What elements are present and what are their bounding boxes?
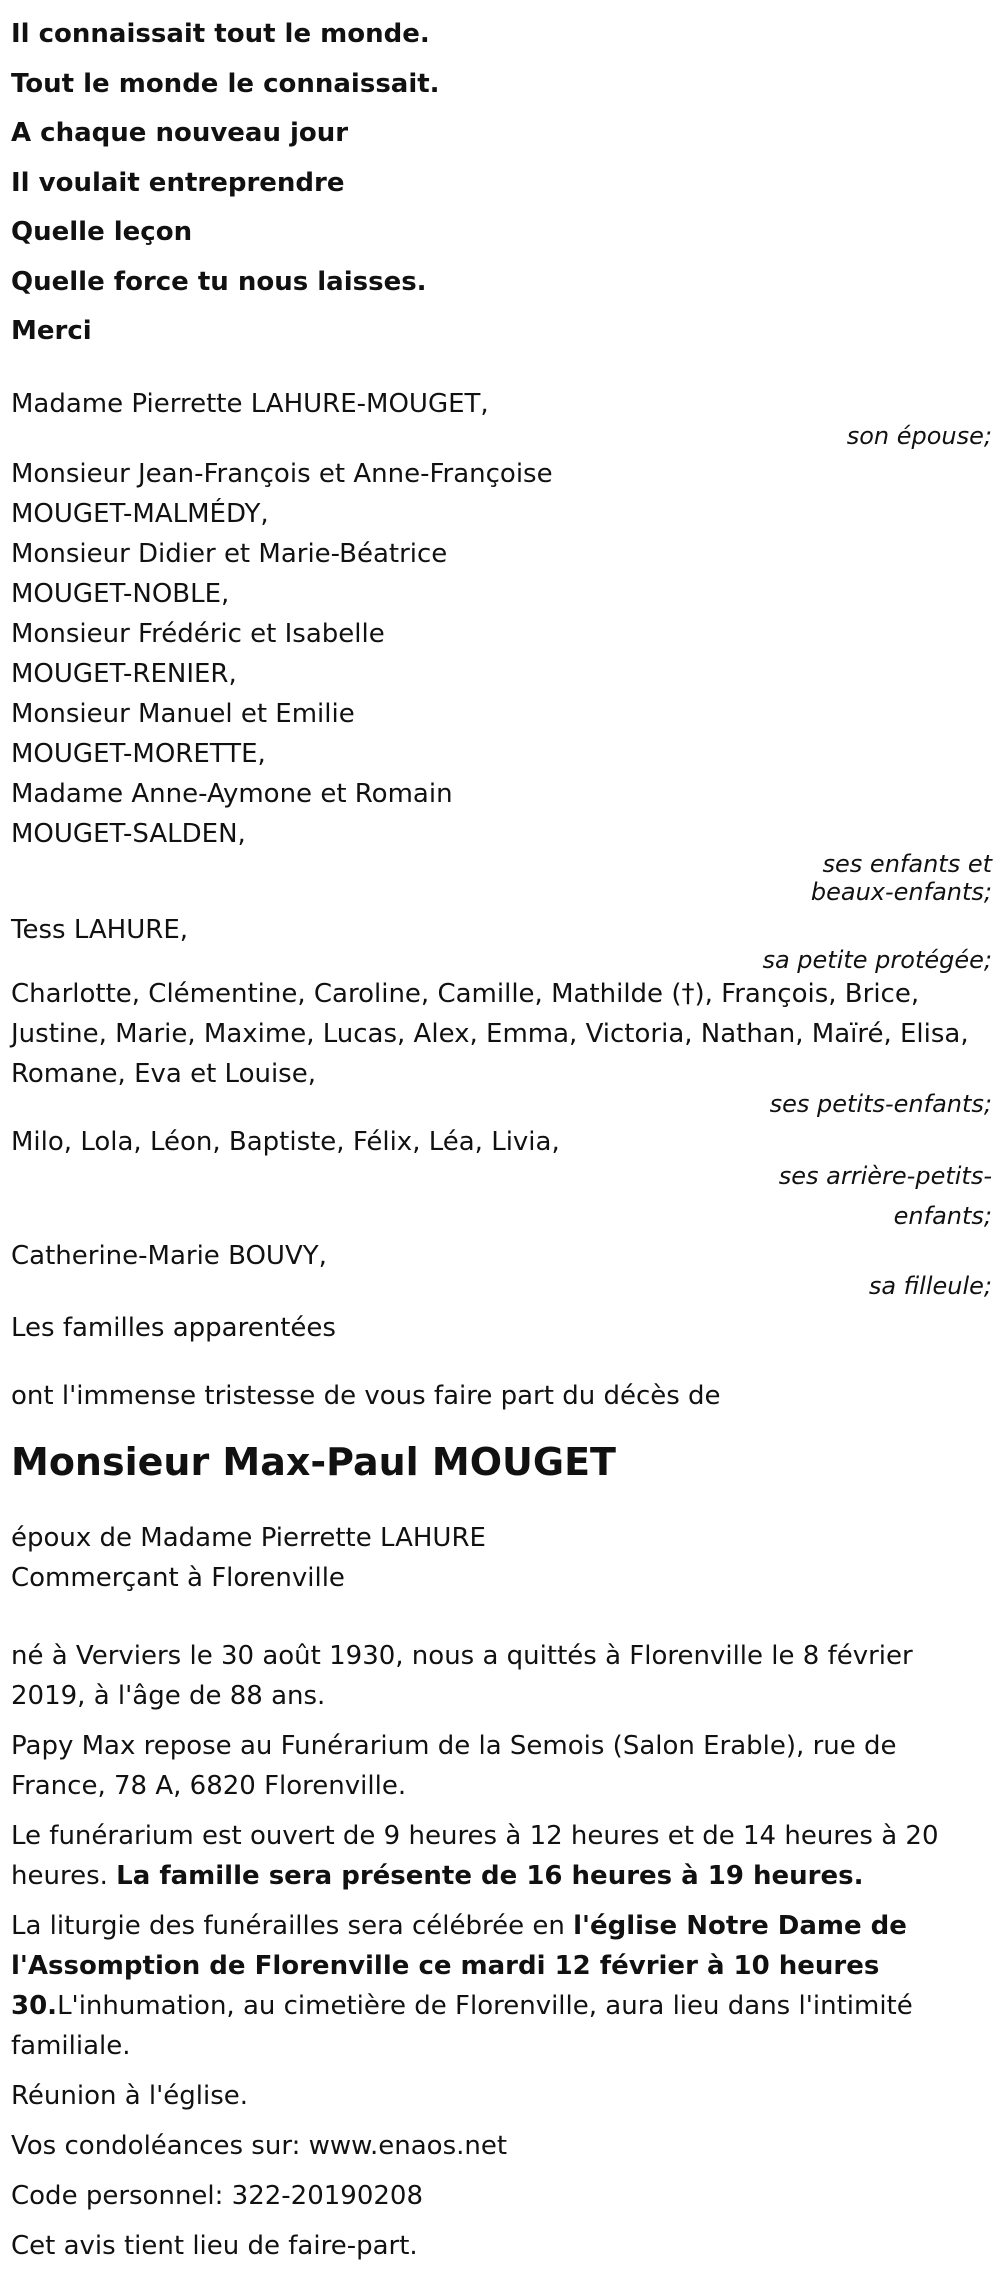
personal-code-text: Code personnel: 322-20190208	[11, 2180, 424, 2211]
poem-line: Quelle force tu nous laisses.	[11, 266, 427, 297]
opening-hours-paragraph	[11, 1816, 992, 1896]
burial-text: L'inhumation, au cimetière de Florenville, aura lieu dans l'intimité familiale.	[11, 1990, 913, 2061]
family-entry-great-grandchildren	[11, 1122, 992, 1236]
family-relation: ses petits-enfants;	[769, 1089, 992, 1118]
family-list	[11, 384, 992, 1348]
announcement-text: ont l'immense tristesse de vous faire part du décès de	[11, 1380, 721, 1411]
family-name-line: Monsieur Didier et Marie-Béatrice	[11, 538, 448, 569]
rest-place-text: Papy Max repose au Funérarium de la Semois (Salon Erable), rue de France, 78 A, 6820 Florenville.	[11, 1730, 897, 1801]
family-name-line: MOUGET-MALMÉDY,	[11, 498, 269, 529]
family-name-line: Monsieur Jean-François et Anne-Françoise	[11, 458, 553, 489]
family-relation: sa filleule;	[868, 1271, 992, 1300]
deceased-name: Monsieur Max-Paul MOUGET	[11, 1439, 616, 1484]
deceased-info	[11, 1518, 992, 1598]
liturgy-paragraph	[11, 1906, 992, 2066]
family-names: Madame Pierrette LAHURE-MOUGET,	[11, 388, 489, 419]
family-name-line: MOUGET-RENIER,	[11, 658, 237, 689]
family-name-line: Romane, Eva et Louise,	[11, 1058, 316, 1089]
family-entry-protegee	[11, 910, 992, 974]
family-relation: sa petite protégée;	[762, 945, 992, 974]
poem-line: Tout le monde le connaissait.	[11, 68, 440, 99]
family-entry-children	[11, 454, 992, 906]
poem-line: Il voulait entreprendre	[11, 167, 345, 198]
family-name-line: Justine, Marie, Maxime, Lucas, Alex, Emma, Victoria, Nathan, Maïré, Elisa,	[11, 1018, 969, 1049]
family-names	[11, 454, 992, 854]
poem-line: Merci	[11, 316, 92, 346]
condolences-text: Vos condoléances sur: www.enaos.net	[11, 2130, 508, 2161]
family-name-line: MOUGET-NOBLE,	[11, 578, 230, 609]
family-name-line: Monsieur Frédéric et Isabelle	[11, 618, 385, 649]
notice-text: Cet avis tient lieu de faire-part.	[11, 2230, 418, 2261]
family-relation	[11, 850, 992, 906]
family-name-line: MOUGET-SALDEN,	[11, 818, 246, 849]
deceased-spouse-line: époux de Madame Pierrette LAHURE	[11, 1522, 486, 1553]
family-relatives: Les familles apparentées	[11, 1312, 336, 1343]
family-entry-goddaughter	[11, 1236, 992, 1300]
family-name-line: Madame Anne-Aymone et Romain	[11, 778, 453, 809]
family-relation-line: enfants;	[893, 1201, 992, 1230]
liturgy-place-time-text: l'église Notre Dame de l'Assomption de Florenville ce mardi 12 février à 10 heures 30.	[11, 1910, 907, 2021]
family-entry-spouse	[11, 384, 992, 450]
meeting-text: Réunion à l'église.	[11, 2080, 249, 2111]
family-names: Milo, Lola, Léon, Baptiste, Félix, Léa, Livia,	[11, 1126, 560, 1157]
birth-death-text: né à Verviers le 30 août 1930, nous a quittés à Florenville le 8 février 2019, à l'âge de 88 ans.	[11, 1640, 913, 1711]
family-names: Tess LAHURE,	[11, 914, 189, 945]
family-name-line: Charlotte, Clémentine, Caroline, Camille, Mathilde (†), François, Brice,	[11, 978, 920, 1009]
poem-line: Quelle leçon	[11, 217, 193, 247]
family-presence-text: La famille sera présente de 16 heures à 19 heures.	[116, 1860, 864, 1891]
opening-hours-text: Le funérarium est ouvert de 9 heures à 12 heures et de 14 heures à 20 heures.	[11, 1820, 939, 1891]
deceased-occupation: Commerçant à Florenville	[11, 1562, 345, 1593]
poem	[11, 10, 992, 357]
poem-line: A chaque nouveau jour	[11, 118, 349, 148]
family-relation: son épouse;	[846, 421, 992, 450]
liturgy-intro-text: La liturgie des funérailles sera célébrée en	[11, 1910, 565, 1941]
funeral-details	[11, 1636, 992, 2266]
family-name-line: MOUGET-MORETTE,	[11, 738, 266, 769]
family-relation	[11, 1156, 992, 1236]
family-name-line: Monsieur Manuel et Emilie	[11, 698, 355, 729]
family-names: Catherine-Marie BOUVY,	[11, 1240, 327, 1271]
family-entry-grandchildren	[11, 974, 992, 1118]
family-relation-line: ses arrière-petits-	[778, 1161, 992, 1190]
family-relation-line: ses enfants et	[822, 849, 992, 878]
poem-line: Il connaissait tout le monde.	[11, 19, 430, 49]
family-names	[11, 974, 992, 1094]
family-relation-line: beaux-enfants;	[810, 877, 992, 906]
obituary-notice	[11, 0, 992, 2266]
